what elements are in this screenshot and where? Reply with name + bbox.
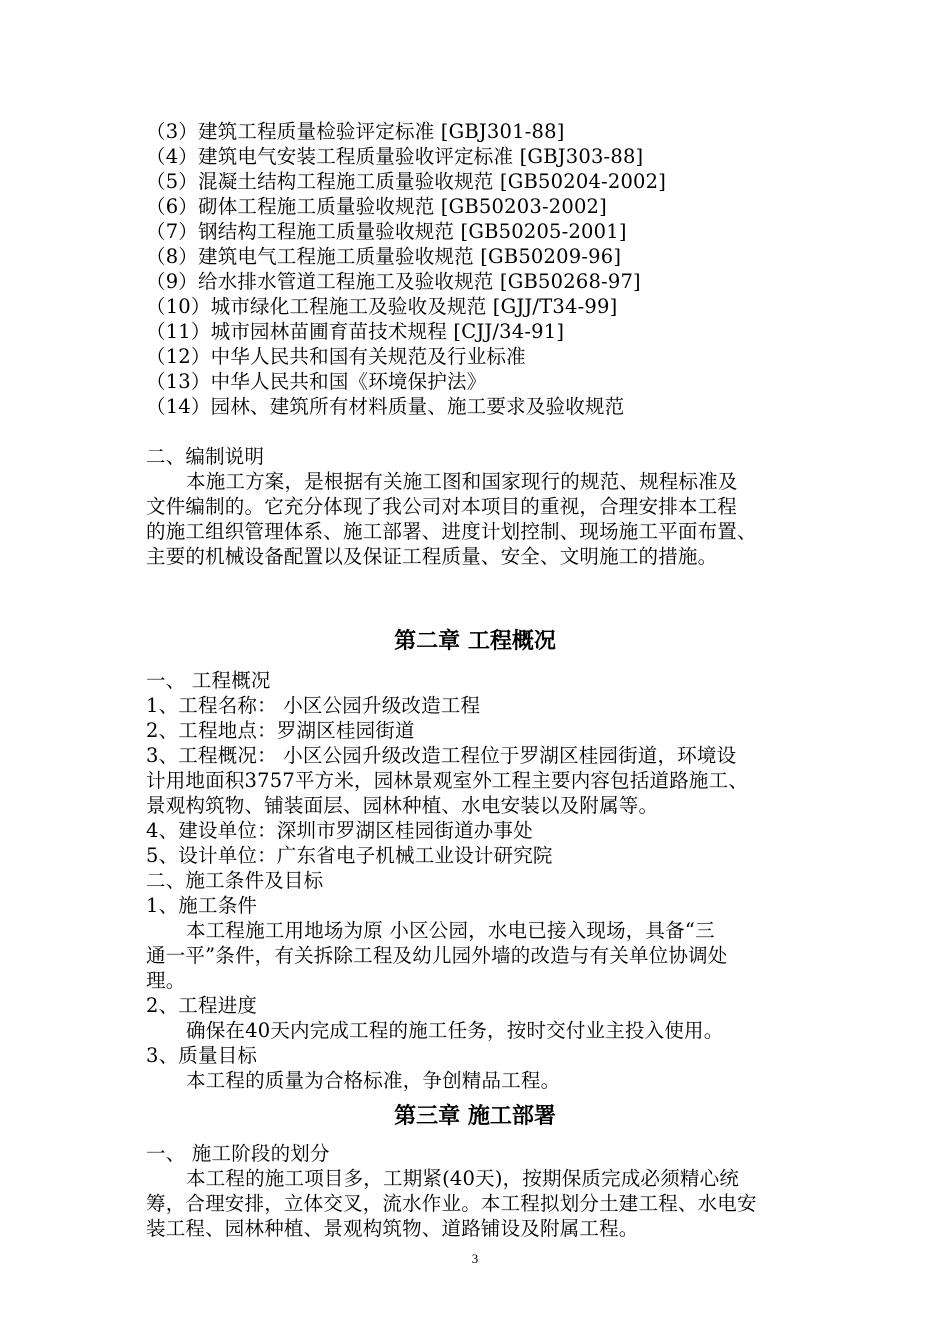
paragraph-line: 文件编制的。它充分体现了我公司对本项目的重视，合理安排本工程 xyxy=(146,495,738,518)
standard-item: （12）中华人民共和国有关规范及行业标准 xyxy=(146,345,526,368)
project-name: 1、工程名称： 小区公园升级改造工程 xyxy=(146,694,481,717)
paragraph-line: 本工程施工用地场为原 小区公园，水电已接入现场，具备“三 xyxy=(186,919,715,942)
standard-item: （13）中华人民共和国《环境保护法》 xyxy=(146,370,487,393)
project-designer: 5、设计单位：广东省电子机械工业设计研究院 xyxy=(146,844,553,867)
paragraph-line: 景观构筑物、铺装面层、园林种植、水电安装以及附属等。 xyxy=(146,794,659,817)
subsection-heading: 3、质量目标 xyxy=(146,1044,258,1067)
paragraph-line: 计用地面积3757平方米，园林景观室外工程主要内容包括道路施工、 xyxy=(146,769,749,792)
paragraph-line: 确保在40天内完成工程的施工任务，按时交付业主投入使用。 xyxy=(186,1019,724,1042)
section-heading-overview: 一、 工程概况 xyxy=(146,669,271,692)
section-heading-compilation: 二、编制说明 xyxy=(146,445,265,468)
standard-item: （8）建筑电气工程施工质量验收规范 [GB50209-96] xyxy=(146,245,622,268)
paragraph-line: 理。 xyxy=(146,969,186,992)
page-number: 3 xyxy=(471,1251,479,1266)
subsection-heading: 2、工程进度 xyxy=(146,994,258,1017)
chapter-title: 第二章 工程概况 xyxy=(394,629,556,654)
paragraph-line: 本工程的质量为合格标准，争创精品工程。 xyxy=(186,1069,561,1092)
paragraph-line: 装工程、园林种植、景观构筑物、道路铺设及附属工程。 xyxy=(146,1217,639,1240)
standard-item: （4）建筑电气安装工程质量验收评定标准 [GBJ303-88] xyxy=(146,145,644,168)
paragraph-line: 本施工方案，是根据有关施工图和国家现行的规范、规程标准及 xyxy=(186,470,738,493)
subsection-heading: 1、施工条件 xyxy=(146,894,258,917)
paragraph-line: 的施工组织管理体系、施工部署、进度计划控制、现场施工平面布置、 xyxy=(146,520,757,543)
standard-item: （5）混凝土结构工程施工质量验收规范 [GB50204-2002] xyxy=(146,170,667,193)
standard-item: （3）建筑工程质量检验评定标准 [GBJ301-88] xyxy=(146,120,565,143)
standard-item: （6）砌体工程施工质量验收规范 [GB50203-2002] xyxy=(146,195,607,218)
standard-item: （10）城市绿化工程施工及验收及规范 [GJJ/T34-99] xyxy=(146,295,618,318)
paragraph-line: 主要的机械设备配置以及保证工程质量、安全、文明施工的措施。 xyxy=(146,545,718,568)
chapter-title: 第三章 施工部署 xyxy=(394,1104,556,1129)
section-heading-stages: 一、 施工阶段的划分 xyxy=(146,1142,330,1165)
project-builder: 4、建设单位：深圳市罗湖区桂园街道办事处 xyxy=(146,819,533,842)
paragraph-line: 3、工程概况： 小区公园升级改造工程位于罗湖区桂园街道，环境设 xyxy=(146,744,737,767)
standard-item: （11）城市园林苗圃育苗技术规程 [CJJ/34-91] xyxy=(146,320,565,343)
project-location: 2、工程地点：罗湖区桂园街道 xyxy=(146,719,415,742)
paragraph-line: 通一平”条件，有关拆除工程及幼儿园外墙的改造与有关单位协调处 xyxy=(146,944,728,967)
standard-item: （9）给水排水管道工程施工及验收规范 [GB50268-97] xyxy=(146,270,641,293)
standard-item: （14）园林、建筑所有材料质量、施工要求及验收规范 xyxy=(146,395,625,418)
standard-item: （7）钢结构工程施工质量验收规范 [GB50205-2001] xyxy=(146,220,627,243)
paragraph-line: 筹，合理安排，立体交叉，流水作业。本工程拟划分土建工程、水电安 xyxy=(146,1192,757,1215)
paragraph-line: 本工程的施工项目多，工期紧(40天)，按期保质完成必须精心统 xyxy=(186,1167,740,1190)
section-heading-conditions: 二、施工条件及目标 xyxy=(146,869,324,892)
